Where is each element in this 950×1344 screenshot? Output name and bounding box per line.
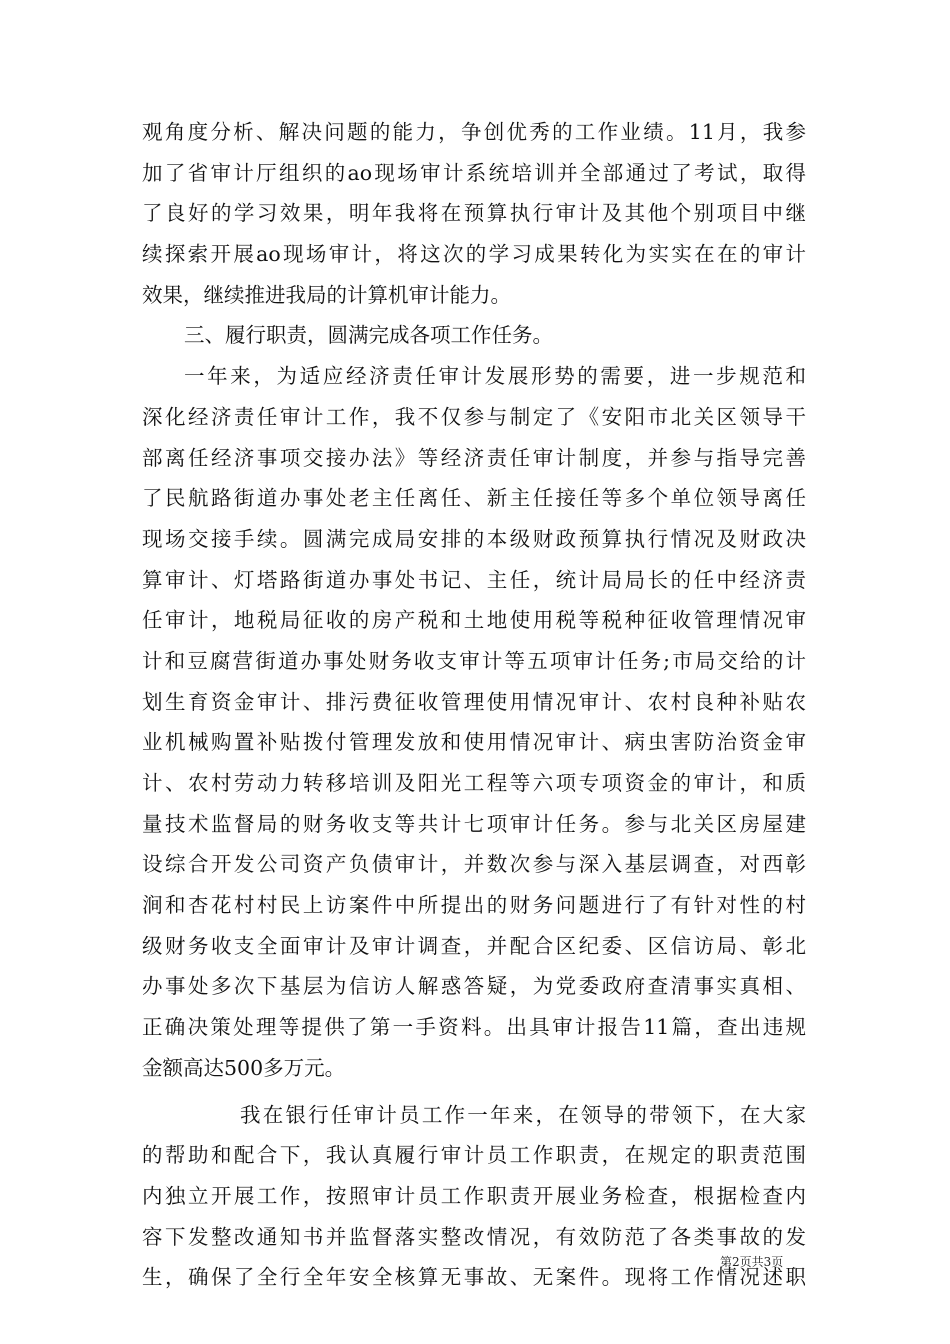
text-line: 涧和杏花村村民上访案件中所提出的财务问题进行了有针对性的村	[142, 893, 806, 918]
text-line: 续探索开展ao现场审计，将这次的学习成果转化为实实在在的审计	[142, 242, 806, 267]
text-line: 的帮助和配合下，我认真履行审计员工作职责，在规定的职责范围	[142, 1143, 806, 1168]
text-line: 深化经济责任审计工作，我不仅参与制定了《安阳市北关区领导干	[142, 404, 806, 429]
text-line: 加了省审计厅组织的ao现场审计系统培训并全部通过了考试，取得	[142, 160, 806, 185]
text-line: 了民航路街道办事处老主任离任、新主任接任等多个单位领导离任	[142, 486, 806, 511]
text-line: 内独立开展工作，按照审计员工作职责开展业务检查，根据检查内	[142, 1183, 806, 1208]
text-line: 计、农村劳动力转移培训及阳光工程等六项专项资金的审计，和质	[142, 771, 806, 795]
text-line: 容下发整改通知书并监督落实整改情况，有效防范了各类事故的发	[142, 1224, 806, 1249]
section-heading: 三、履行职责，圆满完成各项工作任务。	[184, 323, 553, 348]
text-line: 了良好的学习效果，明年我将在预算执行审计及其他个别项目中继	[142, 201, 806, 226]
document-body	[142, 112, 806, 1298]
text-line: 效果，继续推进我局的计算机审计能力。	[142, 282, 511, 307]
text-line: 部离任经济事项交接办法》等经济责任审计制度，并参与指导完善	[142, 445, 806, 470]
text-line: 计和豆腐营街道办事处财务收支审计等五项审计任务;市局交给的计	[142, 648, 806, 673]
text-line: 一年来，为适应经济责任审计发展形势的需要，进一步规范和	[184, 364, 806, 389]
text-line: 设综合开发公司资产负债审计，并数次参与深入基层调查，对西彰	[142, 852, 806, 877]
text-line: 我在银行任审计员工作一年来，在领导的带领下，在大家	[240, 1102, 806, 1127]
text-line: 正确决策处理等提供了第一手资料。出具审计报告11篇，查出违规	[142, 1015, 806, 1040]
text-line: 现场交接手续。圆满完成局安排的本级财政预算执行情况及财政决	[142, 526, 806, 551]
text-line: 划生育资金审计、排污费征收管理使用情况审计、农村良种补贴农	[142, 689, 806, 714]
text-line: 业机械购置补贴拨付管理发放和使用情况审计、病虫害防治资金审	[142, 730, 806, 755]
text-line: 观角度分析、解决问题的能力，争创优秀的工作业绩。11月，我参	[142, 120, 806, 144]
text-line: 金额高达500多万元。	[142, 1055, 346, 1080]
text-line: 办事处多次下基层为信访人解惑答疑，为党委政府查清事实真相、	[142, 974, 806, 999]
text-line: 生，确保了全行全年安全核算无事故、无案件。现将工作情况述职	[142, 1265, 806, 1290]
text-line: 算审计、灯塔路街道办事处书记、主任，统计局局长的任中经济责	[142, 567, 806, 592]
text-line: 级财务收支全面审计及审计调查，并配合区纪委、区信访局、彰北	[142, 933, 806, 958]
page-number: 第2页共3页	[720, 1255, 784, 1269]
text-line: 任审计，地税局征收的房产税和土地使用税等税种征收管理情况审	[142, 608, 806, 633]
text-line: 量技术监督局的财务收支等共计七项审计任务。参与北关区房屋建	[142, 811, 806, 836]
